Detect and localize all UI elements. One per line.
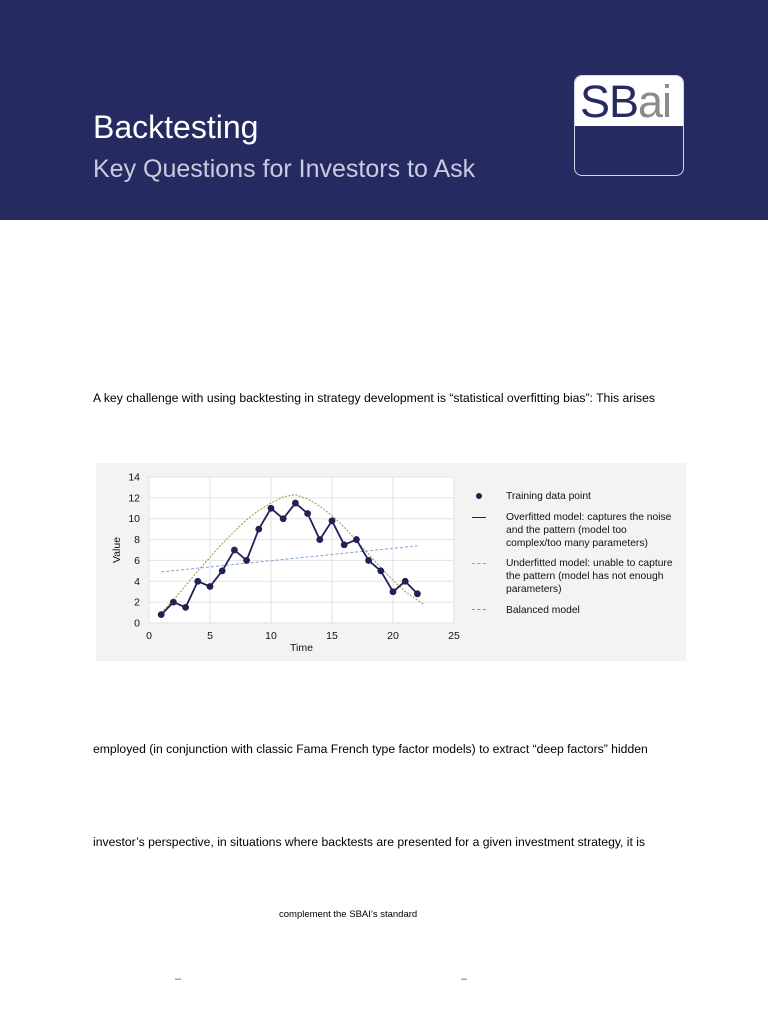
training-data-point bbox=[231, 547, 238, 554]
training-data-point bbox=[402, 578, 409, 585]
training-data-point bbox=[255, 526, 262, 533]
training-data-point bbox=[304, 510, 311, 517]
y-tick-label: 10 bbox=[128, 513, 140, 526]
training-data-point bbox=[243, 557, 250, 564]
logo-text bbox=[580, 78, 671, 126]
legend-marker-underfitted bbox=[472, 563, 486, 564]
training-data-point bbox=[341, 541, 348, 548]
legend-marker-points bbox=[472, 493, 482, 499]
logo-top-panel bbox=[575, 76, 683, 126]
training-data-point bbox=[219, 567, 226, 574]
x-tick-label: 20 bbox=[387, 630, 399, 642]
training-data-point bbox=[414, 590, 421, 597]
training-data-point bbox=[292, 500, 299, 507]
fragment-text: complement the SBAI’s standard bbox=[279, 909, 418, 920]
paragraph-deep-factors: employed (in conjunction with classic Fama French type factor models) to extract “deep factors” hidden bbox=[93, 742, 648, 756]
legend-marker-overfitted bbox=[472, 517, 486, 518]
header-banner bbox=[0, 0, 768, 220]
y-tick-label: 8 bbox=[134, 534, 140, 547]
training-data-point bbox=[377, 567, 384, 574]
plot-area bbox=[149, 477, 454, 623]
document-title: Backtesting bbox=[93, 109, 259, 145]
y-tick-label: 14 bbox=[128, 471, 140, 484]
training-data-point bbox=[390, 588, 397, 595]
overfitting-chart bbox=[96, 463, 686, 661]
y-tick-label: 12 bbox=[128, 492, 140, 505]
logo-ai: ai bbox=[638, 76, 672, 127]
training-data-point bbox=[182, 604, 189, 611]
paragraph-investor-perspective: investor’s perspective, in situations where backtests are presented for a given investment strategy, it is bbox=[93, 835, 646, 849]
training-data-point bbox=[158, 611, 165, 618]
paragraph-overfitting: A key challenge with using backtesting in strategy development is “statistical overfitting bias”: This arises bbox=[93, 391, 656, 405]
training-data-point bbox=[353, 536, 360, 543]
y-tick-label: 0 bbox=[134, 617, 140, 630]
y-axis-label: Value bbox=[111, 536, 123, 564]
y-tick-label: 4 bbox=[134, 575, 140, 588]
logo-sb: SB bbox=[580, 76, 639, 127]
x-axis-label: Time bbox=[290, 642, 313, 654]
legend-label-points: Training data point bbox=[506, 491, 591, 502]
training-data-point bbox=[365, 557, 372, 564]
document-subtitle: Key Questions for Investors to Ask bbox=[93, 155, 476, 183]
legend-label-overfitted: Overfitted model: captures the noise and the pattern (model too complex/too many parameters) bbox=[506, 512, 672, 549]
training-data-point bbox=[268, 505, 275, 512]
training-data-point bbox=[170, 599, 177, 606]
x-tick-label: 5 bbox=[207, 630, 213, 642]
training-data-point bbox=[194, 578, 201, 585]
training-data-point bbox=[329, 517, 336, 524]
legend-label-underfitted: Underfitted model: unable to capture the pattern (model has not enough parameters) bbox=[506, 558, 673, 595]
training-data-point bbox=[207, 583, 214, 590]
dash-left: – bbox=[175, 973, 182, 985]
training-data-point bbox=[316, 536, 323, 543]
x-tick-label: 10 bbox=[265, 630, 277, 642]
legend-label-balanced: Balanced model bbox=[506, 605, 580, 616]
y-tick-label: 6 bbox=[134, 554, 140, 567]
dash-right: – bbox=[461, 973, 468, 985]
legend-marker-balanced bbox=[472, 609, 486, 610]
sbai-logo bbox=[574, 75, 684, 176]
training-data-point bbox=[280, 515, 287, 522]
x-tick-label: 25 bbox=[448, 630, 460, 642]
y-tick-label: 2 bbox=[134, 596, 140, 609]
x-tick-label: 0 bbox=[146, 630, 152, 642]
x-tick-label: 15 bbox=[326, 630, 338, 642]
